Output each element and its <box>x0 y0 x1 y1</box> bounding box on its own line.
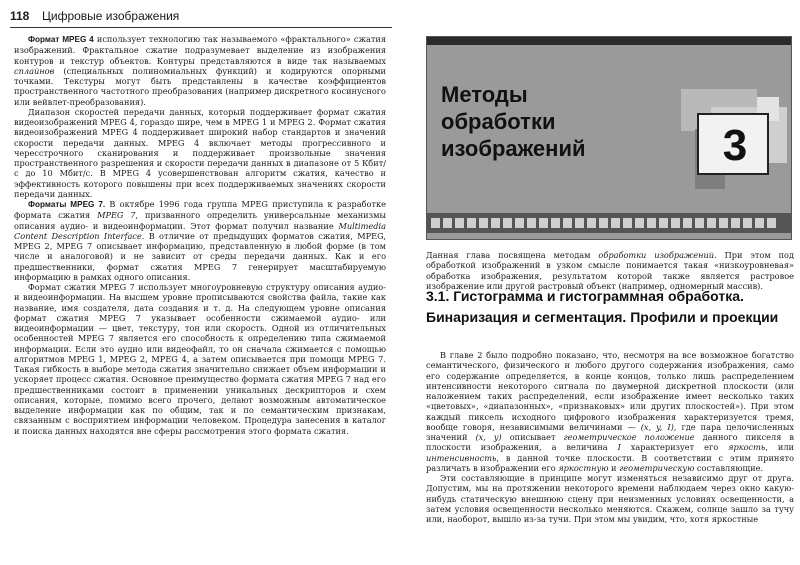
chapter-number-box <box>697 113 769 175</box>
text-run: характеризует его <box>620 442 729 453</box>
text-run: (x, y) <box>475 432 502 442</box>
text-run: геометрическое положение <box>563 432 695 442</box>
text-run: Multimedia Content Description Interface <box>14 220 386 241</box>
film-frame <box>479 218 488 228</box>
chapter-number: 3 <box>722 121 748 170</box>
text-run: Формат MPEG 4 <box>28 35 94 44</box>
text-run: , призванного определить универсальные механизмы описания аудио- и видеоинформации. Этот формат получил название <box>14 210 386 231</box>
film-frame <box>575 218 584 228</box>
film-frame <box>455 218 464 228</box>
paragraph <box>14 107 386 199</box>
text-run: яркость <box>728 442 766 453</box>
text-run: сплайнов <box>14 65 55 76</box>
right-body-text <box>426 350 794 524</box>
text-run: Формат сжатия MPEG 7 использует многоуровневую структуру описания аудио- и видеоинформации. На высшем уровне прописываются свойства файла, такие как название, имя создателя, дата создания и т. д. На следующем уровне описания формат сжатия MPEG 7 указывает особенности сжимаемой аудио- или видеоинформации — цвет, текстуру, тон или скорость. Одной из отличительных особенностей MPEG 7 является его способность к определению типа сжимаемой информации. Если это аудио или видеофайл, то он сначала сжимается с помощью алгоритмов MPEG 1, MPEG 2, MPEG 4, а затем описывается при помощи MPEG 7. Такая гибкость в выборе метода сжатия значительно снижает объем информации и ускоряет процесс сжатия. Основное преимущество формата сжатия MPEG 7 над его предшественниками состоит в применении уникальных дескрипторов и схем описания, которые, помимо всего прочего, делают возможным автоматическое выделение информации как по общим, так и по семантическим признакам, связанным с восприятием информации человеком. Процедура занесения в каталог и поиска данных находятся вне сферы рассмотрения этого формата сжатия. <box>14 282 386 436</box>
film-frame <box>743 218 752 228</box>
paragraph <box>426 350 794 473</box>
chapter-title-line-3: изображений <box>441 136 586 161</box>
chapter-title <box>441 81 586 162</box>
text-run: геометрическую <box>619 462 695 473</box>
running-title: Цифровые изображения <box>42 9 180 23</box>
chapter-band <box>427 37 792 45</box>
paragraph <box>14 282 386 436</box>
film-frame <box>683 218 692 228</box>
film-frame <box>491 218 500 228</box>
running-head <box>10 6 392 28</box>
chapter-title-line-2: обработки <box>441 109 556 134</box>
film-frame <box>467 218 476 228</box>
text-run: Диапазон скоростей передачи данных, который поддерживает формат сжатия видеоизображений MPEG 4, гораздо шире, чем в MPEG 1 и MPEG 2. Формат сжатия видеоизображений MPEG 4 поддерживает широкий набор стандартов и значений скорости передачи данных. MPEG 4 включает методы прогрессивного и чересстрочного сканирования и поддерживает произвольные значения пространственного разрешения и скорости передачи данных в диапазоне от 5 Кбит/с до 10 Мбит/с. В MPEG 4 усовершенствован алгоритм сжатия, качество и эффективность которого повышены при всех поддерживаемых значениях скорости передачи данных. <box>14 106 386 199</box>
right-page <box>400 0 800 565</box>
film-frame <box>731 218 740 228</box>
film-frame <box>503 218 512 228</box>
film-frame <box>551 218 560 228</box>
text-run: яркостную <box>558 462 609 473</box>
text-run: В главе 2 было подробно показано, что, несмотря на все возможное богатство семантического, физического и любого другого содержания изображения, само его содержание определяется, в конце концов, только лишь распределением интенсивности некоторого сигнала по двумерной дискретной плоскости (или наложением таких распределений, если изображение имеет несколько таких «цветовых», «диапазонных», «признаковых» или других плоскостей»). При этом каждый пиксель исходного цифрового изображения характеризуется тремя, вообще говоря, независимыми величинами — <box>426 350 794 432</box>
text-run: описывает <box>501 432 564 442</box>
film-frame <box>659 218 668 228</box>
text-run: В октябре 1996 года группа MPEG приступила к разработке формата сжатия <box>14 199 386 221</box>
film-frame <box>539 218 548 228</box>
chapter-title-line-1: Методы <box>441 82 528 107</box>
text-run: MPEG 7 <box>97 210 136 221</box>
text-run: использует технологию так называемого «фрактального» сжатия изображений. Фрактальное сжатие подразумевает выделение из изображения контуров и текстур объектов. Контуры представляются в виде так называемых <box>14 34 387 66</box>
text-run: I <box>617 442 621 453</box>
text-run: Эти составляющие в принципе могут изменяться независимо друг от друга. Допустим, мы на протяжении некоторого времени наблюдаем через окно какую-нибудь статическую внешнюю сцену при неизменных условиях освещенности, а затем условия освещенности несколько меняются. Скажем, солнце зашло за тучу или, наоборот, вышло из-за тучи. При этом мы увидим, что, хотя яркостные <box>426 473 794 524</box>
text-run: , где пара целочисленных значений <box>426 421 794 442</box>
film-frame <box>563 218 572 228</box>
text-run: обработки изображений <box>598 250 715 260</box>
film-frame <box>647 218 656 228</box>
film-frame <box>527 218 536 228</box>
paragraph <box>14 34 386 107</box>
film-frame <box>755 218 764 228</box>
text-run: Данная глава посвящена методам <box>426 250 599 260</box>
chapter-intro <box>426 250 794 291</box>
text-run: , в данной точке плоскости. В соответствии с этим принято различать в изображении его <box>426 452 794 473</box>
film-frame <box>515 218 524 228</box>
film-frame <box>587 218 596 228</box>
text-run: (специальных полиномиальных функций) и кодируются опорными точками. Текстуры могут быть представлены в качестве коэффициентов пространственного частотного преобразования (например дискретного косинусного или вейвлет-преобразования). <box>14 65 386 107</box>
text-run: Форматы MPEG 7. <box>28 200 106 209</box>
text-run: (x, y, I) <box>640 421 674 432</box>
film-frame <box>671 218 680 228</box>
film-frame <box>695 218 704 228</box>
film-frame <box>719 218 728 228</box>
text-run: . В отличие от предыдущих форматов сжатия, MPEG, MPEG 2, MPEG 7 описывает информацию, представленную в любой форме (в том числе и аналоговой) и не зависит от среды передачи данных. Как и его предшественники, формат сжатия MPEG 7 генерирует масштабируемую информацию в рамках одного описания. <box>14 230 386 282</box>
chapter-title-block <box>426 36 792 240</box>
film-frame <box>767 218 776 228</box>
page-number: 118 <box>10 9 30 23</box>
text-run: , или <box>765 442 794 453</box>
film-frame <box>707 218 716 228</box>
text-run: . При этом под обработкой изображений в узком смысле понимается такая «низкоуровневая» обработка изображения, результатом которой также является растровое изображение или другой растровый объект (например, одномерный массив). <box>426 250 795 291</box>
section-heading: 3.1. Гистограмма и гистограммная обработка. Бинаризация и сегментация. Профили и проекции <box>426 288 779 325</box>
film-frame <box>443 218 452 228</box>
text-run: и <box>608 462 620 473</box>
text-run: данного пикселя в плоскости изображения, а величина <box>426 432 794 453</box>
film-frame <box>599 218 608 228</box>
film-frame <box>611 218 620 228</box>
text-run: составляющие. <box>694 462 764 473</box>
paragraph <box>426 473 794 524</box>
film-frame <box>431 218 440 228</box>
left-body-text <box>14 34 386 436</box>
film-strip-decor <box>427 213 792 233</box>
film-frame <box>623 218 632 228</box>
text-run: интенсивность <box>426 452 497 463</box>
film-frame <box>635 218 644 228</box>
paragraph <box>14 199 386 282</box>
